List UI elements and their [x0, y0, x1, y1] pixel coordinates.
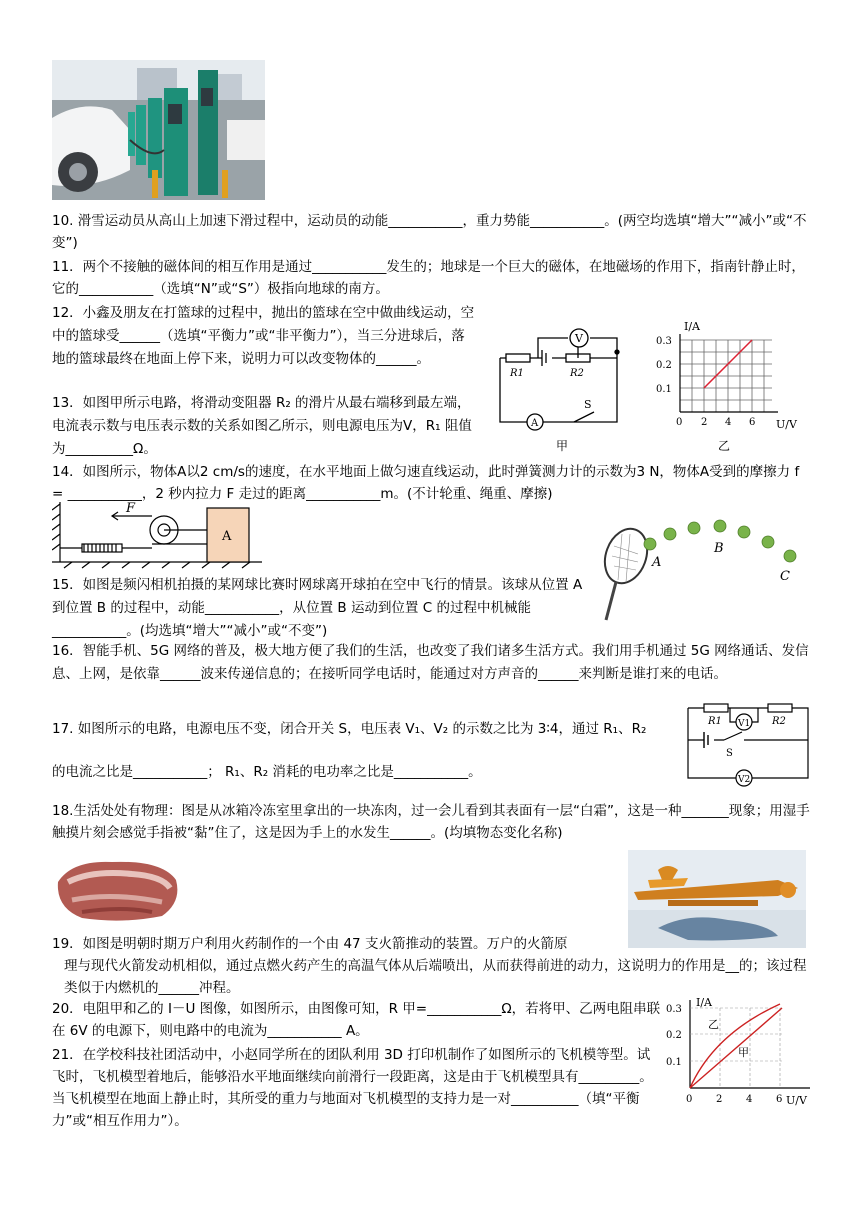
v1-label: V1 — [738, 719, 751, 729]
graph20-xt6: 6 — [776, 1094, 783, 1105]
graph20-xt0: 0 — [686, 1094, 693, 1105]
v2-label: V2 — [738, 775, 751, 785]
question-20: 20．电阻甲和乙的 I－U 图像，如图所示，由图像可知，R 甲=___________Ω，若将甲、乙两电阻串联在 6V 的电源下，则电路中的电流为___________ A。 — [52, 1001, 661, 1039]
circuit-and-graph-figure — [490, 312, 810, 458]
r1-label-17: R1 — [708, 716, 722, 727]
y-tick-0.2: 0.2 — [656, 360, 672, 371]
y-tick-0.1: 0.1 — [656, 384, 672, 395]
yi-curve-label: 乙 — [708, 1018, 719, 1031]
question-17-line1: 17. 如图所示的电路，电源电压不变，闭合开关 S，电压表 V₁、V₂ 的示数之比为 3∶4，通过 R₁、R₂ — [52, 721, 647, 737]
question-12: 12．小鑫及朋友在打篮球的过程中，抛出的篮球在空中做曲线运动，空中的篮球受______（选填“平衡力”或“非平衡力”），当三分进球后，落地的篮球最终在地面上停下来，说明力可以改变物体的______。 — [52, 305, 475, 367]
graph-xlabel: U/V — [776, 418, 797, 431]
x-tick-0: 0 — [676, 417, 683, 428]
circuit-v1-v2-figure — [684, 700, 812, 788]
graph20-yt2: 0.2 — [666, 1030, 682, 1041]
iu-graph-yi — [680, 334, 778, 412]
force-f-label: F — [126, 502, 136, 516]
fig-jia-label: 甲 — [556, 439, 569, 453]
question-16: 16．智能手机、5G 网络的普及，极大地方便了我们的生活，也改变了我们诸多生活方式。我们用手机通过 5G 网络通话、发信息、上网，是依靠______波来传递信息的；在接听同学电话时，能通过对方声音的______来判断是谁打来的电话。 — [52, 643, 809, 682]
question-21: 21．在学校科技社团活动中，小赵同学所在的团队利用 3D 打印机制作了如图所示的飞机模等型。试飞时，飞机模型着地后，能够沿水平地面继续向前滑行一段距离，这是由于飞机模型具有_________。当飞机模型在地面上静止时，其所受的重力与地面对飞机模型的支持力是一对__________（填“平衡力”或“相互作用力”）。 — [52, 1047, 653, 1129]
position-a-label: A — [652, 555, 662, 570]
iu-graph-jia-yi — [664, 994, 814, 1112]
pulley-figure — [52, 502, 262, 570]
circuit-diagram — [500, 329, 619, 430]
charging-station-photo — [52, 60, 265, 200]
x-tick-6: 6 — [749, 417, 756, 428]
question-19-line2: 理与现代火箭发动机相似，通过点燃火药产生的高温气体从后端喷出，从而获得前进的动力，这说明力的作用是__的；该过程类似于内燃机的______冲程。 — [64, 958, 807, 996]
question-10: 10. 滑雪运动员从高山上加速下滑过程中，运动员的动能___________，重力势能___________。(两空均选填“增大”“减小”或“不变”) — [52, 213, 807, 251]
y-tick-0.3: 0.3 — [656, 336, 672, 347]
graph20-yt3: 0.3 — [666, 1004, 682, 1015]
r1-label: R1 — [510, 368, 524, 379]
tennis-figure — [598, 512, 810, 624]
question-17-line2: 的电流之比是___________； R₁、R₂ 消耗的电功率之比是___________。 — [52, 764, 482, 780]
fig-yi-label: 乙 — [718, 439, 731, 453]
voltmeter-label: V — [575, 332, 583, 345]
question-19-line1: 19．如图是明朝时期万户利用火药制作的一个由 47 支火箭推动的装置。万户的火箭原 — [52, 936, 568, 952]
x-tick-2: 2 — [701, 417, 708, 428]
frozen-meat-photo — [52, 852, 184, 926]
jia-line-label: 甲 — [738, 1046, 749, 1059]
ammeter-label: A — [531, 418, 539, 429]
graph20-xt2: 2 — [716, 1094, 723, 1105]
r2-label-17: R2 — [772, 716, 786, 727]
position-c-label: C — [780, 569, 790, 584]
tennis-racket — [598, 523, 654, 620]
question-13: 13．如图甲所示电路，将滑动变阻器 R₂ 的滑片从最右端移到最左端，电流表示数与电压表示数的关系如图乙所示，则电源电压为V，R₁ 阻值为__________Ω。 — [52, 395, 472, 457]
question-18: 18.生活处处有物理：图是从冰箱冷冻室里拿出的一块冻肉，过一会儿看到其表面有一层“白霜”，这是一种_______现象；用湿手触摸片刻会感觉手指被“黏”住了，这是因为手上的水发生______。(均填物态变化名称) — [52, 803, 810, 841]
question-11: 11．两个不接触的磁体间的相互作用是通过___________发生的；地球是一个巨大的磁体，在地磁场的作用下，指南针静止时，它的___________（选填“N”或“S”）极指向地球的南方。 — [52, 259, 805, 297]
position-b-label: B — [714, 541, 724, 556]
question-14: 14．如图所示，物体A以2 cm/s的速度，在水平地面上做匀速直线运动，此时弹簧测力计的示数为3 N，物体A受到的摩擦力 f = ___________，2 秒内拉力 F 走过的距离___________m。(不计轮重、绳重、摩擦) — [52, 464, 800, 502]
graph20-xlabel: U/V — [786, 1094, 807, 1107]
graph-ylabel: I/A — [684, 320, 700, 333]
switch-label-17: S — [726, 748, 733, 759]
question-15: 15．如图是频闪相机拍摄的某网球比赛时网球离开球拍在空中飞行的情景。该球从位置 A 到位置 B 的过程中，动能___________，从位置 B 运动到位置 C 的过程中机械能___________。(均选填“增大”“减小”或“不变”) — [52, 577, 583, 639]
line-jia — [690, 1008, 782, 1088]
switch-label: S — [584, 398, 592, 411]
graph20-ylabel: I/A — [696, 996, 712, 1009]
wanhu-rocket-photo — [628, 850, 806, 948]
graph20-yt1: 0.1 — [666, 1057, 682, 1068]
block-a-label: A — [222, 529, 232, 544]
graph20-xt4: 4 — [746, 1094, 753, 1105]
r2-label: R2 — [570, 368, 584, 379]
x-tick-4: 4 — [725, 417, 732, 428]
